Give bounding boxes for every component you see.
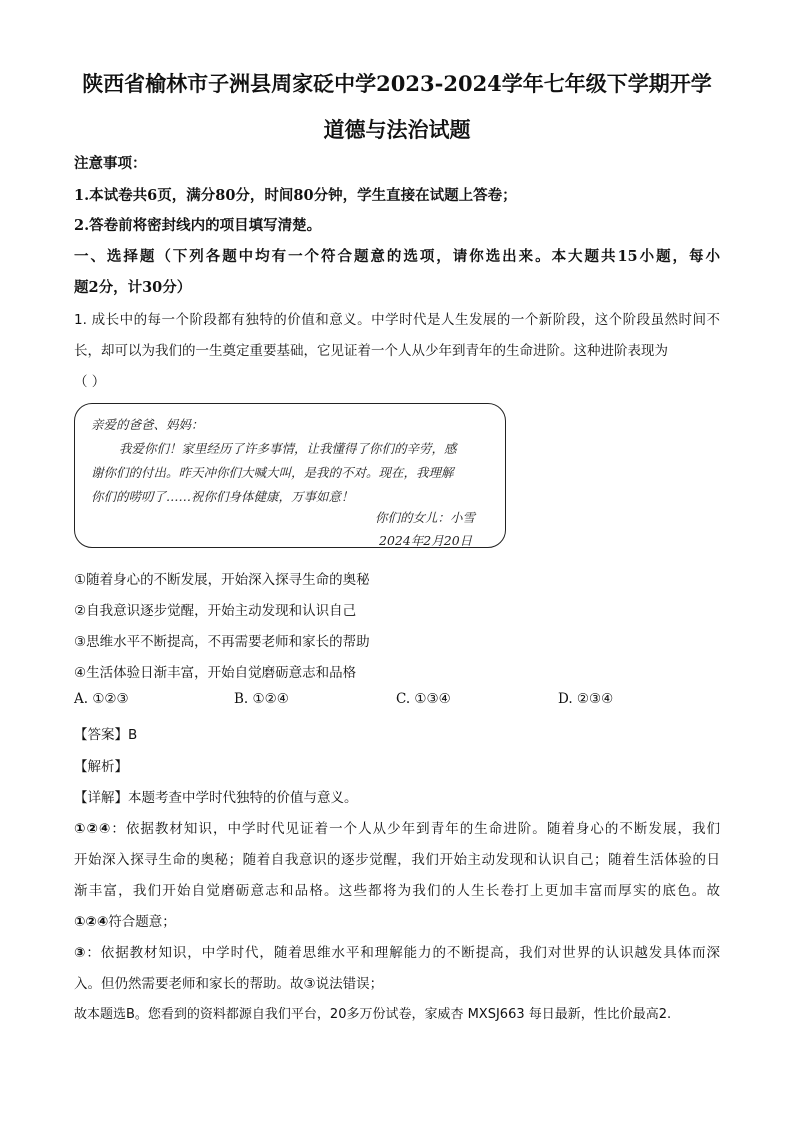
explanation-p2-line1 bbox=[74, 941, 720, 961]
statement-1: ①随着身心的不断发展，开始深入探寻生命的奥秘 bbox=[74, 572, 370, 588]
option-b: B. ①②④ bbox=[234, 691, 289, 707]
explanation-p1-line2: 开始深入探寻生命的奥秘；随着自我意识的逐步觉醒，我们开始主动发现和认识自己；随着生活体验的日 bbox=[74, 852, 720, 868]
explanation-p2-lead: ③ bbox=[74, 945, 87, 961]
explanation-p1-end: 符合题意； bbox=[108, 914, 176, 930]
detail-line bbox=[74, 786, 358, 806]
statement-3: ③思维水平不断提高，不再需要老师和家长的帮助 bbox=[74, 634, 370, 650]
detail-text: 本题考查中学时代独特的价值与意义。 bbox=[128, 790, 358, 806]
notice-item-2: 2.答卷前将密封线内的项目填写清楚。 bbox=[74, 217, 322, 234]
explanation-p1-line1 bbox=[74, 817, 720, 837]
explanation-p1-text1: ：依据教材知识，中学时代见证着一个人从少年到青年的生命进阶。随着身心的不断发展，我们 bbox=[111, 821, 720, 837]
answer-line bbox=[74, 723, 137, 743]
question1-answer-blank: （ ） bbox=[74, 374, 106, 390]
letter-body-line2: 谢你们的付出。昨天冲你们大喊大叫，是我的不对。现在，我理解 bbox=[91, 465, 454, 480]
answer-value: B bbox=[128, 727, 138, 743]
letter-body-line3: 你们的唠叨了……祝你们身体健康，万事如意！ bbox=[91, 489, 354, 504]
option-c: C. ①③④ bbox=[396, 691, 451, 707]
explanation-p1-line3: 渐丰富，我们开始自觉磨砺意志和品格。这些都将为我们的人生长卷打上更加丰富而厚实的底色。故 bbox=[74, 883, 720, 899]
option-a: A. ①②③ bbox=[74, 691, 129, 707]
analysis-tag: 【解析】 bbox=[74, 759, 128, 775]
letter-greeting: 亲爱的爸爸、妈妈： bbox=[91, 417, 204, 432]
final-answer-line: 故本题选B。您看到的资料都源自我们平台，20多万份试卷，家威杏 MXSJ663 每日最新，性比价最高2. bbox=[74, 1007, 672, 1022]
notice-heading: 注意事项： bbox=[74, 155, 147, 172]
explanation-p1-end-lead: ①②④ bbox=[74, 914, 109, 930]
statement-2: ②自我意识逐步觉醒，开始主动发现和认识自己 bbox=[74, 603, 357, 619]
question1-stem-line1: 1. 成长中的每一个阶段都有独特的价值和意义。中学时代是人生发展的一个新阶段，这个阶段虽然时间不 bbox=[74, 312, 720, 328]
letter-signature: 你们的女儿：小雪 bbox=[375, 510, 476, 525]
explanation-p2-line2: 入。但仍然需要老师和家长的帮助。故③说法错误； bbox=[74, 976, 384, 992]
exam-title-line2: 道德与法治试题 bbox=[323, 117, 471, 142]
section-heading-line1: 一、选择题（下列各题中均有一个符合题意的选项，请你选出来。本大题共15小题，每小 bbox=[74, 248, 720, 265]
explanation-p2-text1: ：依据教材知识，中学时代，随着思维水平和理解能力的不断提高，我们对世界的认识越发具体而深 bbox=[86, 945, 720, 961]
statement-4: ④生活体验日渐丰富，开始自觉磨砺意志和品格 bbox=[74, 665, 357, 681]
letter-box bbox=[74, 403, 506, 548]
explanation-p1-line4 bbox=[74, 910, 176, 930]
detail-tag: 【详解】 bbox=[74, 790, 128, 806]
answer-tag: 【答案】 bbox=[74, 727, 128, 743]
explanation-p1-lead: ①②④ bbox=[74, 821, 112, 837]
exam-title-line1: 陕西省榆林市子洲县周家砭中学2023-2024学年七年级下学期开学 bbox=[82, 71, 712, 96]
notice-item-1: 1.本试卷共6页，满分80分，时间80分钟，学生直接在试题上答卷； bbox=[74, 187, 517, 204]
question1-stem-line2: 长，却可以为我们的一生奠定重要基础，它见证着一个人从少年到青年的生命进阶。这种进阶表现为 bbox=[74, 343, 668, 359]
answer-options bbox=[74, 691, 734, 711]
option-d: D. ②③④ bbox=[558, 691, 614, 707]
letter-body-line1: 我爱你们！家里经历了许多事情，让我懂得了你们的辛劳，感 bbox=[119, 441, 457, 456]
section-heading-line2: 题2分，计30分） bbox=[74, 279, 192, 296]
letter-date: 2024年2月20日 bbox=[379, 533, 473, 548]
